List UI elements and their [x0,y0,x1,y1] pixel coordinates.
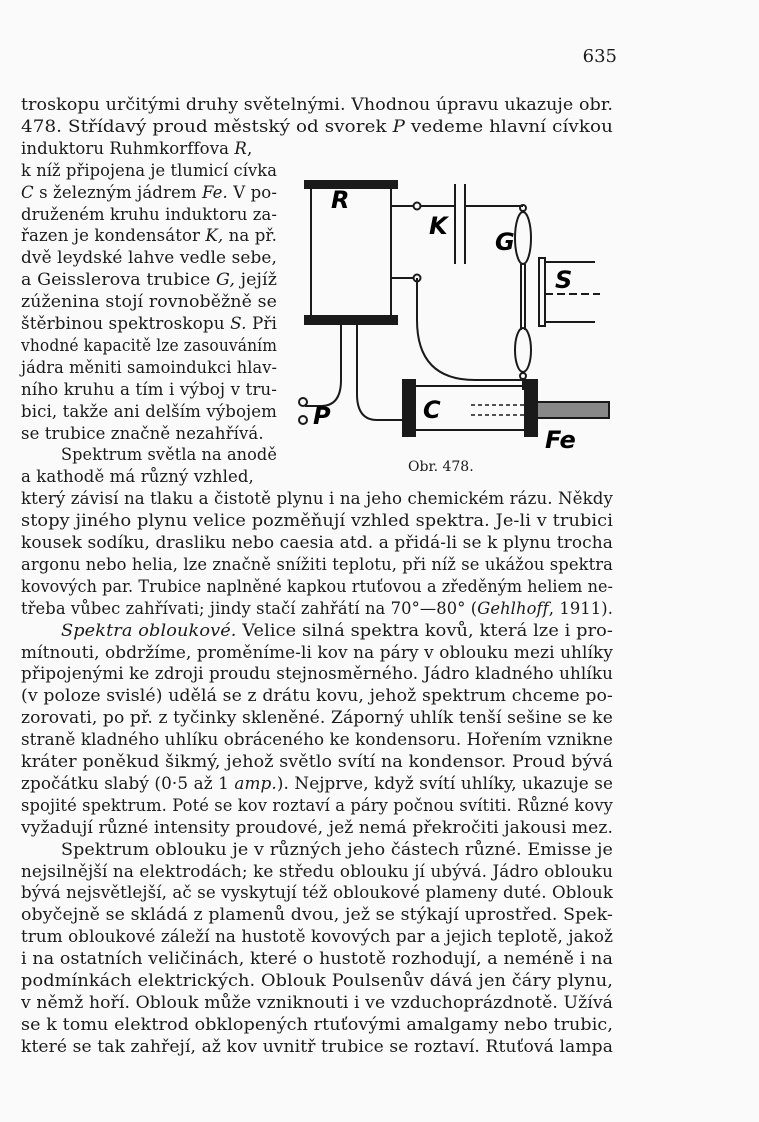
text-line: a Geisslerova trubice G, jejíž [21,270,277,290]
text-line: štěrbinou spektroskopu S. Při [21,314,277,333]
text-line: zpočátku slabý (0·5 až 1 amp.). Nejprve, když svítí uhlíky, ukazuje se [21,773,613,793]
text-line: zorovati, po př. z tyčinky skleněné. Záporný uhlík tenší sešine se ke [21,708,613,728]
text-line: kovových par. Trubice naplněné kapkou rtuťovou a zředěným heliem ne- [21,576,613,596]
text-line: kráter poněkud šikmý, jehož světlo svítí na kondensor. Proud bývá [21,752,613,771]
text-line: Spektrum oblouku je v různých jeho částech různé. Emisse je [61,839,613,859]
text-line: druženém kruhu induktoru za- [21,204,277,224]
figure-478-circuit-diagram [295,180,625,452]
text-line: se k tomu elektrod obklopených rtuťovými amalgamy nebo trubic, [21,1014,613,1034]
label-p: P [313,402,331,430]
label-k: K [429,212,448,240]
text-line: trum obloukové záleží na hustotě kovových par a jejich teplotě, jakož [21,927,613,947]
text-line: C s železným jádrem Fe. V po- [21,182,277,202]
text-line: ního kruhu a tím i výboj v tru- [21,379,277,399]
text-line: dvě leydské lahve vedle sebe, [21,248,277,268]
text-line: který závisí na tlaku a čistotě plynu i na jeho chemickém rázu. Někdy [21,489,613,509]
text-line: argonu nebo helia, lze značně snížiti teplotu, při níž se ukážou spektra [21,554,613,574]
text-line: a kathodě má různý vzhled, [21,467,254,487]
text-line: řazen je kondensátor K, na př. [21,226,277,246]
text-line: vhodné kapacitě lze zasouváním [21,335,277,355]
text-line: bývá nejsvětlejší, ač se vyskytují též obloukové plameny duté. Oblouk [21,883,613,903]
text-line: připojenými ke zdroji proudu stejnosměrného. Jádro kladného uhlíku [21,664,613,684]
text-line: jádra měniti samoindukci hlav- [21,357,277,377]
text-line: se trubice značně nezahřívá. [21,423,264,443]
text-line: obyčejně se skládá z plamenů dvou, jež se stýkají uprostřed. Spek- [21,905,613,925]
text-line: troskopu určitými druhy světelnými. Vhodnou úpravu ukazuje obr. [21,95,613,114]
text-line: vyžadují různé intensity proudové, jež nemá překročiti jakousi mez. [21,817,613,837]
text-line: i na ostatních veličinách, které o hustotě rozhodují, a neméně i na [21,949,613,969]
text-line: straně kladného uhlíku obráceného ke kondensoru. Hořením vznikne [21,730,613,750]
text-line: 478. Střídavý proud městský od svorek P vedeme hlavní cívkou [21,116,613,136]
text-line: zúženina stojí rovnoběžně se [21,292,277,312]
label-s: S [555,266,573,294]
text-line: které se tak zahřejí, až kov uvnitř trubice se roztaví. Rtuťová lampa [21,1036,614,1056]
terminal-p-1 [299,398,307,406]
text-line: bici, takže ani delším výbojem [21,401,277,421]
text-line: Spektra obloukové. Velice silná spektra kovů, která lze i pro- [61,620,613,640]
label-fe: Fe [545,426,576,452]
text-line: stopy jiného plynu velice pozměňují vzhled spektra. Je-li v trubici [21,511,613,531]
label-r: R [331,186,350,214]
figure-caption: Obr. 478. [408,459,474,475]
text-line: třeba vůbec zahřívati; jindy stačí zahřátí na 70°—80° (Gehlhoff, 1911). [21,598,613,618]
label-g: G [495,228,515,256]
text-line: k níž připojena je tlumicí cívka [21,160,277,180]
text-line: induktoru Ruhmkorffova R, [21,138,253,158]
text-line: spojité spektrum. Poté se kov roztaví a páry počnou svítiti. Různé kovy [21,795,613,815]
induction-coil-r [311,184,391,320]
geissler-tube-g [515,205,531,379]
label-c: C [423,396,441,424]
text-line: kousek sodíku, drasliku nebo caesia atd. a přidá-li se k plynu trocha [21,533,613,552]
text-line: podmínkách elektrických. Oblouk Poulsenův dává jen čáry plynu, [21,971,613,990]
text-line: (v poloze svislé) udělá se z drátu kovu, jehož spektrum chceme po- [21,686,613,706]
page-number: 635 [582,46,617,67]
text-line: nejsilnější na elektrodách; ke středu oblouku jí ubývá. Jádro oblouku [21,861,613,881]
iron-core-fe [471,402,609,418]
terminal-p-2 [299,416,307,424]
text-line: mítnouti, obdržíme, proměníme-li kov na páry v oblouku mezi uhlíky [21,642,613,662]
text-line: Spektrum světla na anodě [61,445,277,465]
text-line: v němž hoří. Oblouk může vzniknouti i ve vzduchoprázdnotě. Užívá [21,992,613,1012]
